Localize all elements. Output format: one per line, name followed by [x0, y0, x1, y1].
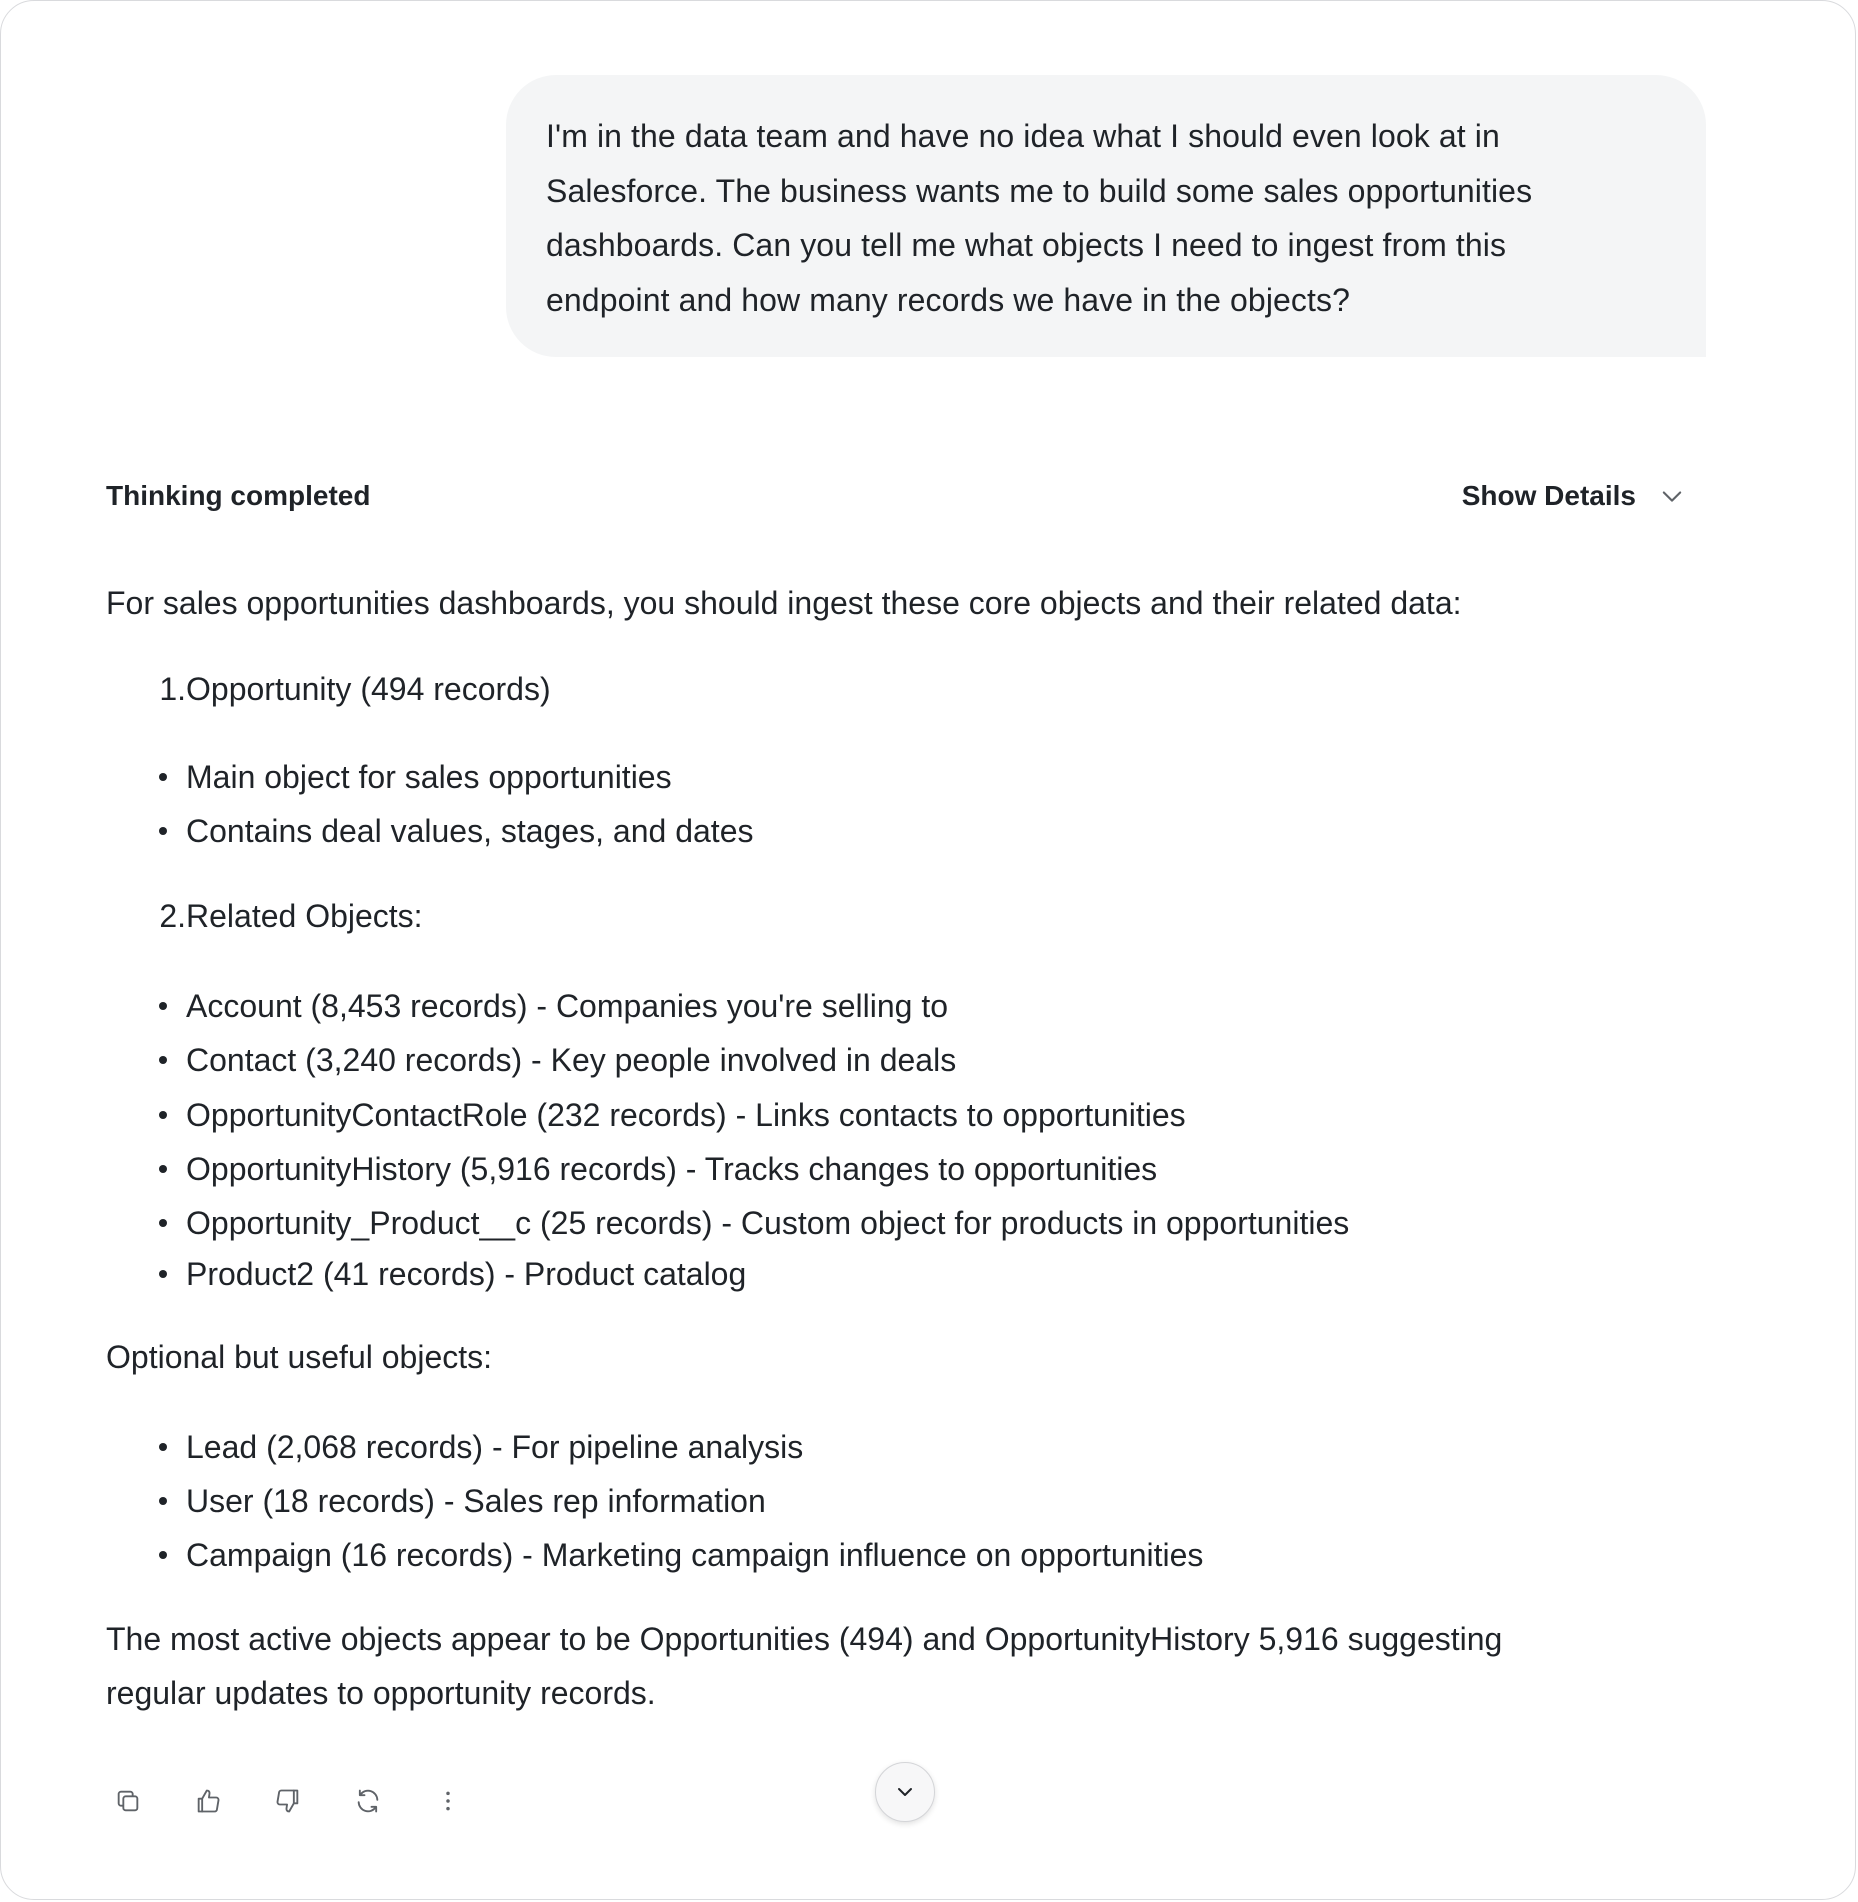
bullet-marker: [159, 1551, 167, 1559]
more-icon: [434, 1787, 462, 1815]
list-item: OpportunityContactRole (232 records) - Links contacts to opportunities: [186, 1097, 1186, 1133]
thinking-status-row: [106, 475, 1686, 517]
copy-icon: [114, 1787, 142, 1815]
bullet-marker: [159, 1056, 167, 1064]
show-details-button[interactable]: [1462, 475, 1686, 517]
scroll-to-bottom-button[interactable]: [875, 1762, 935, 1822]
user-message-line: endpoint and how many records we have in the objects?: [546, 281, 1351, 318]
thumbs-up-icon: [194, 1787, 222, 1815]
user-message-line: dashboards. Can you tell me what objects I need to ingest from this: [546, 227, 1507, 263]
regenerate-icon: [354, 1787, 382, 1815]
chevron-down-icon: [893, 1780, 917, 1804]
optional-objects-heading: Optional but useful objects:: [106, 1339, 493, 1375]
bullet-marker: [159, 1497, 167, 1505]
list-item: Account (8,453 records) - Companies you're selling to: [186, 988, 949, 1024]
bullet-marker: [159, 1219, 167, 1227]
section-title-opportunity: Opportunity (494 records): [186, 671, 551, 707]
bullet-marker: [159, 827, 167, 835]
bullet-marker: [159, 1443, 167, 1451]
summary-line: The most active objects appear to be Opportunities (494) and OpportunityHistory 5,916 suggesting: [106, 1621, 1503, 1657]
show-details-label: Show Details: [1461, 480, 1636, 511]
chevron-down-icon: [1658, 482, 1686, 510]
bullet-marker: [159, 1002, 167, 1010]
thinking-status-label: Thinking completed: [106, 480, 371, 511]
thumbs-down-button[interactable]: [266, 1779, 310, 1823]
list-item: Campaign (16 records) - Marketing campaign influence on opportunities: [186, 1537, 1204, 1573]
list-number: 2.: [159, 898, 186, 934]
list-item: OpportunityHistory (5,916 records) - Tracks changes to opportunities: [186, 1151, 1158, 1187]
user-message-line: Salesforce. The business wants me to build some sales opportunities: [546, 172, 1533, 209]
message-action-bar: [106, 1779, 506, 1823]
list-item: Contact (3,240 records) - Key people involved in deals: [186, 1042, 957, 1078]
list-number: 1.: [159, 671, 186, 707]
list-item: User (18 records) - Sales rep information: [186, 1483, 766, 1519]
list-item: Product2 (41 records) - Product catalog: [186, 1256, 747, 1292]
user-message-bubble: [506, 75, 1706, 357]
thumbs-up-button[interactable]: [186, 1779, 230, 1823]
summary-line: regular updates to opportunity records.: [106, 1675, 656, 1711]
thumbs-down-icon: [274, 1787, 302, 1815]
list-item: Lead (2,068 records) - For pipeline analysis: [186, 1429, 804, 1465]
list-item: Contains deal values, stages, and dates: [186, 813, 754, 849]
list-item: Opportunity_Product__c (25 records) - Custom object for products in opportunities: [186, 1205, 1350, 1241]
user-message-line: I'm in the data team and have no idea what I should even look at in: [546, 118, 1500, 154]
regenerate-button[interactable]: [346, 1779, 390, 1823]
more-options-button[interactable]: [426, 1779, 470, 1823]
bullet-marker: [159, 1270, 167, 1278]
answer-intro: For sales opportunities dashboards, you should ingest these core objects and their related data:: [106, 585, 1462, 621]
bullet-marker: [159, 1165, 167, 1173]
bullet-marker: [159, 773, 167, 781]
list-item: Main object for sales opportunities: [186, 759, 672, 795]
section-title-related: Related Objects:: [186, 898, 423, 934]
copy-button[interactable]: [106, 1779, 150, 1823]
bullet-marker: [159, 1111, 167, 1119]
